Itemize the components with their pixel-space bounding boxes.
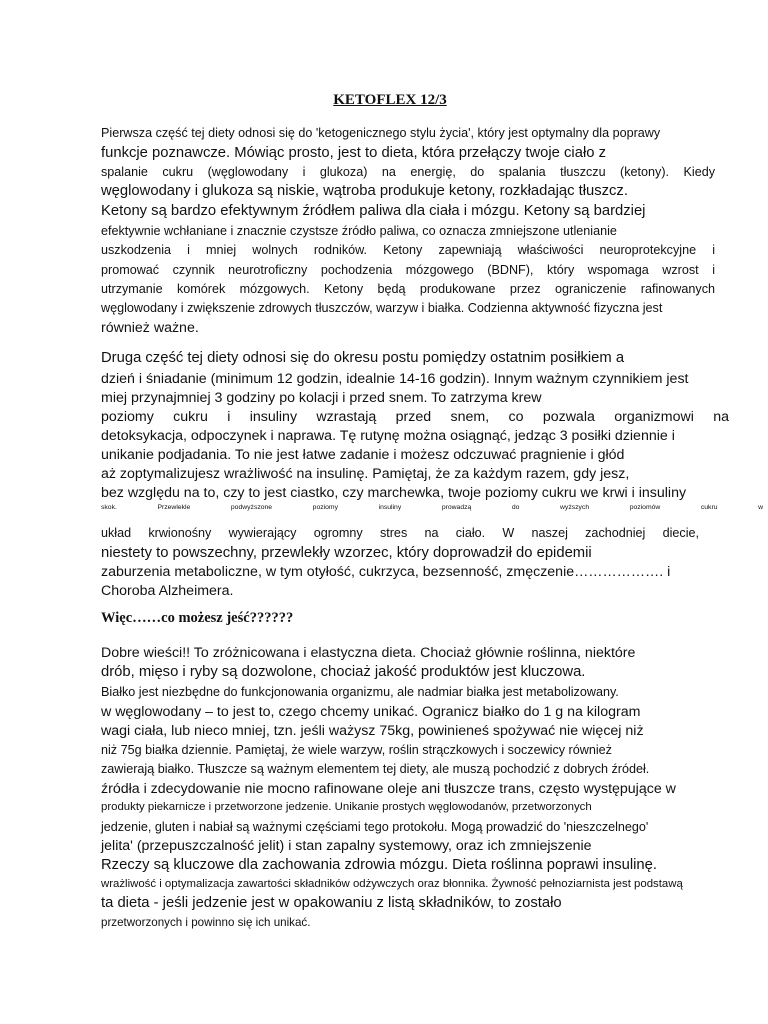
paragraph-line: Druga część tej diety odnosi się do okresu postu pomiędzy ostatnim posiłkiem a [101, 350, 625, 366]
paragraph-line: utrzymanie komórek mózgowych. Ketony będą produkowane przez ograniczenie rafinowanych [101, 282, 715, 296]
paragraph-line: zaburzenia metaboliczne, w tym otyłość, cukrzyca, bezsenność, zmęczenie………………. i [101, 564, 671, 580]
paragraph-line: detoksykacja, odpoczynek i naprawa. Tę rutynę można osiągnąć, jedząc 3 posiłki dziennie i [101, 428, 675, 444]
paragraph-line: wrażliwość i optymalizacja zawartości składników odżywczych oraz błonnika. Żywność pełnoziarnista jest podstawą [101, 878, 683, 890]
paragraph-line: wagi ciała, lub nieco mniej, tzn. jeśli ważysz 75kg, powinieneś spożywać nie więcej niż [101, 723, 644, 739]
paragraph-line: ta dieta - jeśli jedzenie jest w opakowaniu z listą składników, to zostało [101, 895, 562, 911]
paragraph-line: również ważne. [101, 320, 199, 336]
paragraph-line: spalanie cukru (węglowodany i glukoza) na energię, do spalania tłuszczu (ketony). Kiedy [101, 165, 715, 179]
paragraph-line: poziomy cukru i insuliny wzrastają przed snem, co pozwala organizmowi na [101, 409, 729, 425]
paragraph-line: unikanie podjadania. To nie jest łatwe zadanie i możesz odczuwać pragnienie i głód [101, 447, 625, 463]
paragraph-line: efektywnie wchłaniane i znacznie czystsze źródło paliwa, co oznacza zmniejszone utlenianie [101, 224, 617, 238]
paragraph-line: jelita' (przepuszczalność jelit) i stan zapalny systemowy, oraz ich zmniejszenie [101, 838, 592, 854]
document-title: KETOFLEX 12/3 [333, 92, 447, 108]
paragraph-line: Rzeczy są kluczowe dla zachowania zdrowia mózgu. Dieta roślinna poprawi insulinę. [101, 857, 657, 873]
paragraph-line: węglowodany i glukoza są niskie, wątroba produkuje ketony, rozkładając tłuszcz. [101, 183, 628, 199]
paragraph-line: Dobre wieści!! To zróżnicowana i elastyczna dieta. Chociaż głównie roślinna, niektóre [101, 645, 636, 661]
paragraph-line: Pierwsza część tej diety odnosi się do 'ketogenicznego stylu życia', który jest optymalny dla poprawy [101, 126, 661, 140]
paragraph-line: węglowodany i zwiększenie zdrowych tłuszczów, warzyw i białka. Codzienna aktywność fizyczna jest [101, 301, 663, 315]
paragraph-line: skok. Przewlekle podwyższone poziomy insuliny prowadzą do wyższych poziomów cukru w [101, 504, 763, 511]
paragraph-line: uszkodzenia i mniej wolnych rodników. Ketony zapewniają właściwości neuroprotekcyjne i [101, 243, 715, 257]
paragraph-line: Ketony są bardzo efektywnym źródłem paliwa dla ciała i mózgu. Ketony są bardziej [101, 203, 646, 219]
paragraph-line: bez względu na to, czy to jest ciastko, czy marchewka, twoje poziomy cukru we krwi i insuliny [101, 485, 687, 501]
section-heading: Więc……co możesz jeść?????? [101, 610, 294, 626]
paragraph-line: przetworzonych i powinno się ich unikać. [101, 916, 311, 929]
paragraph-line: w węglowodany – to jest to, czego chcemy unikać. Ogranicz białko do 1 g na kilogram [101, 704, 641, 720]
paragraph-line: układ krwionośny wywierający ogromny stres na ciało. W naszej zachodniej diecie, [101, 526, 699, 540]
paragraph-line: produkty piekarnicze i przetworzone jedzenie. Unikanie prostych węglowodanów, przetworzonych [101, 801, 592, 813]
paragraph-line: źródła i zdecydowanie nie mocno rafinowane oleje ani tłuszcze trans, często występujące w [101, 781, 676, 797]
paragraph-line: funkcje poznawcze. Mówiąc prosto, jest to dieta, która przełączy twoje ciało z [101, 145, 606, 161]
paragraph-line: niż 75g białka dziennie. Pamiętaj, że wiele warzyw, roślin strączkowych i soczewicy również [101, 743, 612, 757]
paragraph-line: jedzenie, gluten i nabiał są ważnymi częściami tego protokołu. Mogą prowadzić do 'nieszczelnego' [101, 820, 649, 834]
paragraph-line: zawierają białko. Tłuszcze są ważnym elementem tej diety, ale muszą pochodzić z dobrych źródeł. [101, 762, 650, 776]
paragraph-line: aż zoptymalizujesz wrażliwość na insulinę. Pamiętaj, że za każdym razem, gdy jesz, [101, 466, 630, 482]
paragraph-line: drób, mięso i ryby są dozwolone, chociaż jakość produktów jest kluczowa. [101, 664, 586, 680]
paragraph-line: Choroba Alzheimera. [101, 583, 234, 599]
paragraph-line: promować czynnik neurotroficzny pochodzenia mózgowego (BDNF), który wspomaga wzrost i [101, 263, 715, 277]
paragraph-line: miej przynajmniej 3 godziny po kolacji i przed snem. To zatrzyma krew [101, 390, 542, 406]
paragraph-line: niestety to powszechny, przewlekły wzorzec, który doprowadził do epidemii [101, 545, 592, 561]
paragraph-line: dzień i śniadanie (minimum 12 godzin, idealnie 14-16 godzin). Innym ważnym czynnikiem jest [101, 371, 689, 387]
paragraph-line: Białko jest niezbędne do funkcjonowania organizmu, ale nadmiar białka jest metabolizowany. [101, 685, 619, 699]
